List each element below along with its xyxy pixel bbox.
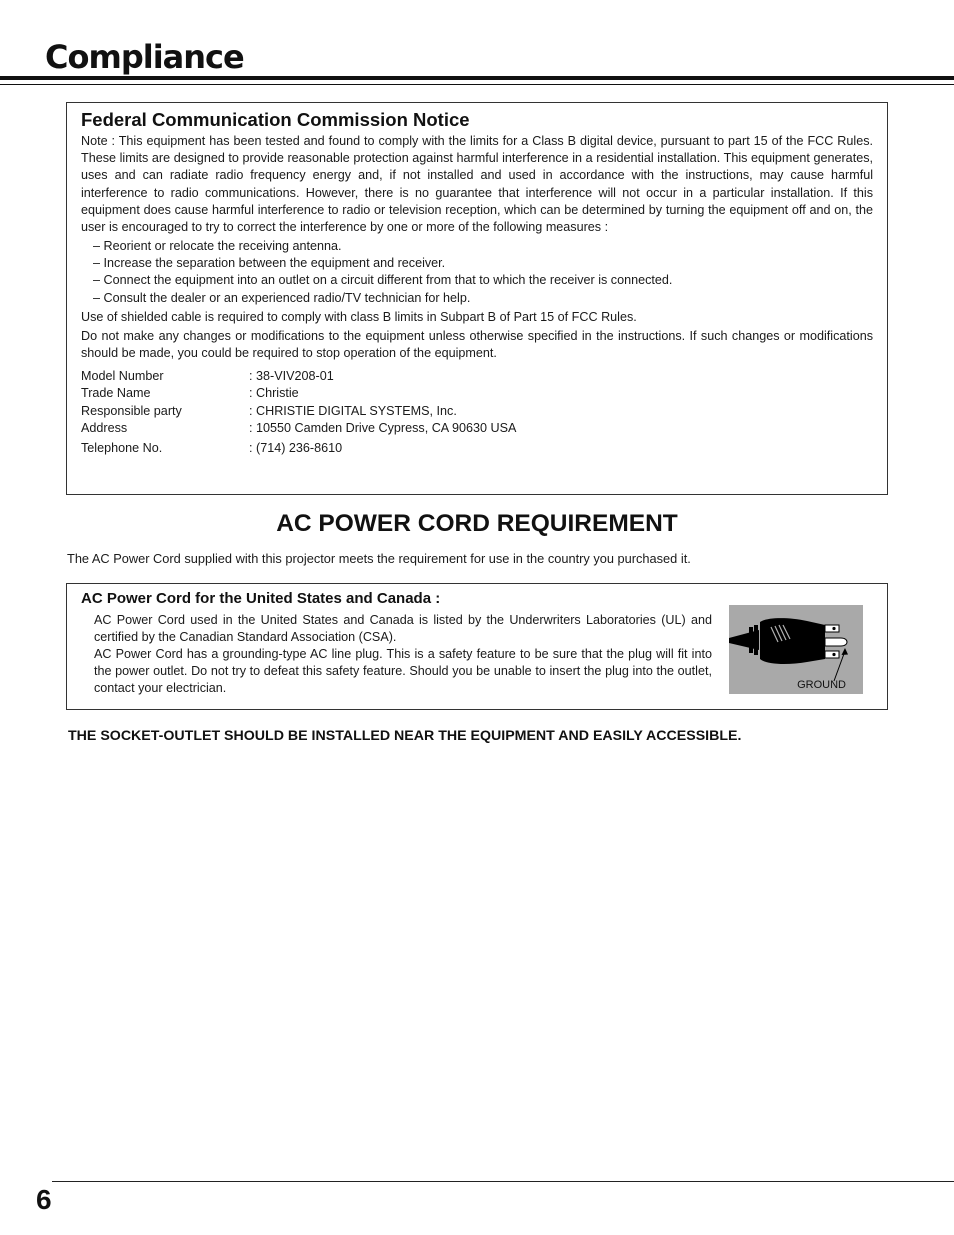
plug-illustration [729, 605, 863, 694]
fcc-heading: Federal Communication Commission Notice [81, 109, 470, 130]
info-label: Model Number [81, 369, 164, 384]
ac-para-ul-csa: AC Power Cord used in the United States and Canada is listed by the Underwriters Laboratories (UL) and certified by the Canadian Standard Association (CSA). [94, 613, 712, 644]
fcc-measures-list [81, 238, 873, 306]
info-row-responsible-party [81, 403, 873, 420]
fcc-notice-box [66, 102, 888, 495]
list-item: – Consult the dealer or an experienced radio/TV technician for help. [81, 290, 873, 307]
fcc-shielded-cable: Use of shielded cable is required to comply with class B limits in Subpart B of Part 15 of FCC Rules. [81, 309, 637, 324]
info-row-model-number [81, 368, 873, 385]
page-title: Compliance [45, 38, 244, 76]
info-value: : 10550 Camden Drive Cypress, CA 90630 USA [249, 420, 517, 435]
info-row-telephone [81, 440, 873, 457]
info-row-trade-name [81, 385, 873, 402]
info-value: : (714) 236-8610 [249, 441, 343, 456]
info-label: Trade Name [81, 386, 151, 401]
info-value: : Christie [249, 386, 299, 401]
fcc-modifications: Do not make any changes or modifications to the equipment unless otherwise specified in the instructions. If such changes or modifications should be made, you could be required to stop operation of the equipment. [81, 328, 873, 360]
ac-cord-box [66, 583, 888, 710]
list-item: – Connect the equipment into an outlet on a circuit different from that to which the receiver is connected. [81, 272, 873, 289]
info-value: : 38-VIV208-01 [249, 369, 334, 384]
fcc-note: Note : This equipment has been tested and found to comply with the limits for a Class B digital device, pursuant to part 15 of the FCC Rules. These limits are designed to provide reasonable protection against harmful interference in a residential installation. This equipment generates, uses and can radiate radio frequency energy and, if not installed and used in accordance with the instructions, may cause harmful interference to radio communications. However, there is no guarantee that interference will not occur in a particular installation. If this equipment does cause harmful interference to radio or television reception, which can be determined by turning the equipment off and on, the user is encouraged to try to correct the interference by one or more of the following measures : [81, 134, 873, 235]
ac-section-heading: AC POWER CORD REQUIREMENT [276, 510, 678, 537]
ac-box-text [94, 612, 712, 697]
list-item: – Increase the separation between the equipment and receiver. [81, 255, 873, 272]
ac-box-heading: AC Power Cord for the United States and Canada : [81, 590, 441, 607]
title-rule [0, 76, 954, 80]
title-rule-thin [0, 84, 954, 85]
ground-label: GROUND [797, 679, 846, 691]
socket-outlet-warning: THE SOCKET-OUTLET SHOULD BE INSTALLED NEAR THE EQUIPMENT AND EASILY ACCESSIBLE. [68, 728, 742, 744]
page-number: 6 [36, 1184, 52, 1215]
ac-intro: The AC Power Cord supplied with this projector meets the requirement for use in the country you purchased it. [67, 551, 691, 566]
info-value: : CHRISTIE DIGITAL SYSTEMS, Inc. [249, 403, 457, 418]
fcc-info-table [81, 368, 873, 457]
info-label: Responsible party [81, 403, 182, 418]
footer-rule [52, 1181, 954, 1182]
info-label: Telephone No. [81, 441, 163, 456]
list-item: – Reorient or relocate the receiving antenna. [81, 238, 873, 255]
ac-para-grounding: AC Power Cord has a grounding-type AC line plug. This is a safety feature to be sure that the plug will fit into the power outlet. Do not try to defeat this safety feature. Should you be unable to insert the plug into the outlet, contact your electrician. [94, 647, 712, 695]
info-row-address [81, 420, 873, 437]
info-label: Address [81, 420, 128, 435]
